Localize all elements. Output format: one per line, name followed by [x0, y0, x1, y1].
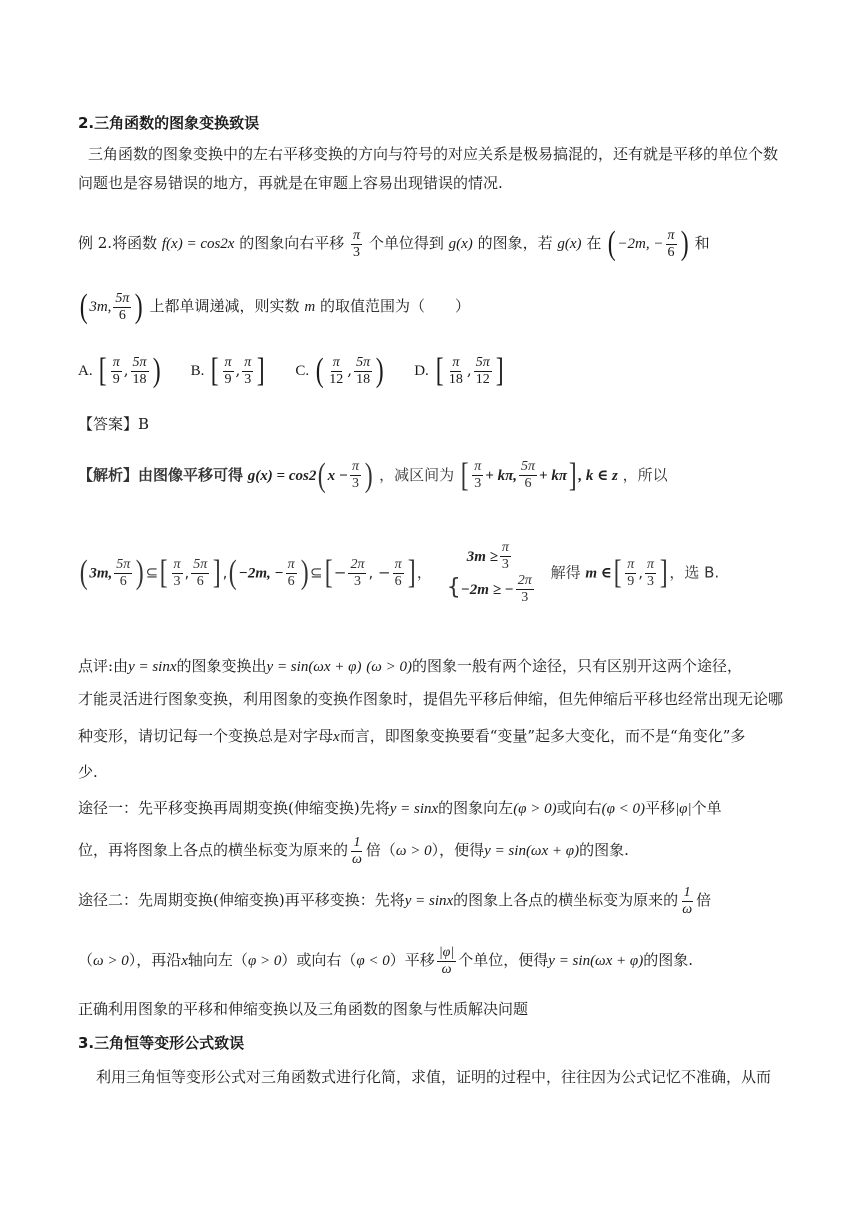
example-question-line-2	[78, 286, 470, 327]
summary-line: 正确利用图象的平移和伸缩变换以及三角函数的图象与性质解决问题	[78, 1000, 529, 1018]
bracket: (	[315, 352, 324, 389]
analysis-line-1: 【解析】由图像平移可得 g(x) = cos2( x − $\frac{\pi}{3}$ ) ，减区间为 [ $\frac{\pi}{3}$ + kπ, $\frac{5\pi}{6}$ + kπ] , k ∈ z ，所以	[78, 456, 668, 494]
section-heading-2: 2.三角函数的图象变换致误	[78, 114, 260, 132]
interval-1: −2m, −	[617, 236, 664, 252]
way2-line-2: （ω > 0），再沿x轴向左（φ > 0）或向右（φ < 0）平移 $\frac{|\varphi|}{\omega}$ 个单位，便得y = sin(ωx + φ)的图象.	[78, 944, 694, 977]
comment-line-3: 种变形，请切记每一个变换总是对字母x而言，即图象变换要看“变量”起多大变化，而不是“角变化”多	[78, 727, 746, 745]
options-row	[78, 350, 529, 391]
option-label: B.	[190, 363, 205, 379]
function-g: g(x)	[557, 236, 582, 252]
bracket: [	[210, 352, 219, 389]
text: 上都单调递减，则实数	[149, 297, 300, 315]
text: 的取值范围为（ ）	[319, 297, 470, 315]
analysis-text: 解得	[550, 563, 581, 582]
paren-right: )	[680, 225, 689, 262]
text: 和	[694, 234, 710, 252]
interval-1-fraction: $\frac{\pi}{6}$	[667, 227, 675, 260]
analysis-text: ，选 B.	[669, 563, 720, 582]
way2-line-1: 途径二：先周期变换(伸缩变换)再平移变换：先将y = sinx的图象上各点的横坐标变为原来的 $\frac{1}{\omega}$ 倍	[78, 884, 712, 917]
analysis-line-2: ( 3m, $\frac{5\pi}{6}$ ) ⊆[ $\frac{\pi}{3}$ , $\frac{5\pi}{6}$ ] ,( −2m, − $\frac{\pi}{6}$ ) ⊆[ − $\frac{2\pi}{3}$ , − $\frac{\pi}{6}$ ] ， 3m ≥ $\frac{\pi}{3}$ {−2m ≥ − $\frac{2\pi}{3}$ 解得 m ∈[ $\frac{\pi}{9}$ , $\frac{\pi}{3}$ ] ，选 B.	[79, 540, 720, 605]
comment-line-2: 才能灵活进行图象变换，利用图象的变换作图象时，提倡先平移后伸缩，但先伸缩后平移也经常出现无论哪	[78, 690, 784, 708]
bracket: )	[152, 352, 161, 389]
text: 在	[586, 234, 602, 252]
analysis-text: ，所以	[622, 466, 668, 484]
option-d[interactable]: D. [ $\frac{\pi}{18}$ , $\frac{5\pi}{12}$ ]	[414, 352, 504, 389]
function-f: f(x) = cos2x	[161, 236, 235, 252]
option-label: A.	[78, 363, 93, 379]
analysis-label: 【解析】由图像平移可得	[78, 466, 244, 484]
paren-left: (	[607, 225, 616, 262]
bracket: ]	[257, 352, 265, 389]
way1-line-1: 途径一：先平移变换再周期变换(伸缩变换)先将y = sinx的图象向左(φ > 0)或向右(φ < 0)平移|φ|个单	[78, 799, 722, 817]
shift-fraction: $\frac{\pi}{3}$	[353, 227, 361, 260]
section-heading-3: 3.三角恒等变形公式致误	[78, 1034, 245, 1052]
comment-line-1: 点评:由y = sinx的图象变换出y = sin(ωx + φ) (ω > 0)的图象一般有两个途径，只有区别开这两个途径，	[78, 657, 742, 675]
comment-line-4: 少.	[78, 763, 98, 781]
option-a[interactable]: A. [ $\frac{\pi}{9}$ , $\frac{5\pi}{18}$ )	[78, 352, 161, 389]
paragraph-line: 问题也是容易错误的地方，再就是在审题上容易出现错误的情况.	[78, 174, 503, 192]
paragraph-line: 利用三角恒等变形公式对三角函数式进行化简，求值，证明的过程中，往往因为公式记忆不准确，从而	[96, 1068, 772, 1086]
bracket: ]	[495, 352, 504, 389]
interval-2-fraction: $\frac{5\pi}{6}$	[115, 290, 130, 323]
paren-right: )	[135, 288, 144, 325]
way1-line-2: 位，再将图象上各点的横坐标变为原来的 $\frac{1}{\omega}$ 倍（ω > 0），便得y = sin(ωx + φ)的图象.	[78, 834, 629, 867]
inequality-system: 3m ≥ $\frac{\pi}{3}$ {−2m ≥ − $\frac{2\pi}{3}$	[446, 540, 532, 605]
text: 的图象向右平移	[239, 234, 345, 252]
paragraph-line: 三角函数的图象变换中的左右平移变换的方向与符号的对应关系是极易搞混的，还有就是平移的单位个数	[88, 145, 779, 163]
text: 的图象，若	[477, 234, 553, 252]
function-g: g(x)	[448, 236, 473, 252]
bracket: [	[435, 352, 444, 389]
variable-m: m	[304, 299, 316, 315]
option-c[interactable]: C. ( $\frac{\pi}{12}$ , $\frac{5\pi}{18}$ )	[295, 352, 384, 389]
bracket: )	[375, 352, 384, 389]
analysis-k: , k ∈ z	[578, 468, 618, 484]
option-label: D.	[414, 363, 429, 379]
example-question-line-1	[78, 223, 710, 264]
option-label: C.	[295, 363, 310, 379]
option-b[interactable]: B. [ $\frac{\pi}{9}$ , $\frac{\pi}{3}$ ]	[190, 352, 265, 389]
analysis-text: ，减区间为	[379, 466, 455, 484]
bracket: [	[99, 352, 108, 389]
answer: 【答案】B	[78, 415, 150, 433]
example-prefix: 例 2.将函数	[78, 234, 158, 252]
analysis-expr: g(x) = cos2	[247, 468, 317, 484]
interval-2: 3m,	[89, 299, 112, 315]
text: 个单位得到	[368, 234, 444, 252]
paren-left: (	[79, 288, 88, 325]
